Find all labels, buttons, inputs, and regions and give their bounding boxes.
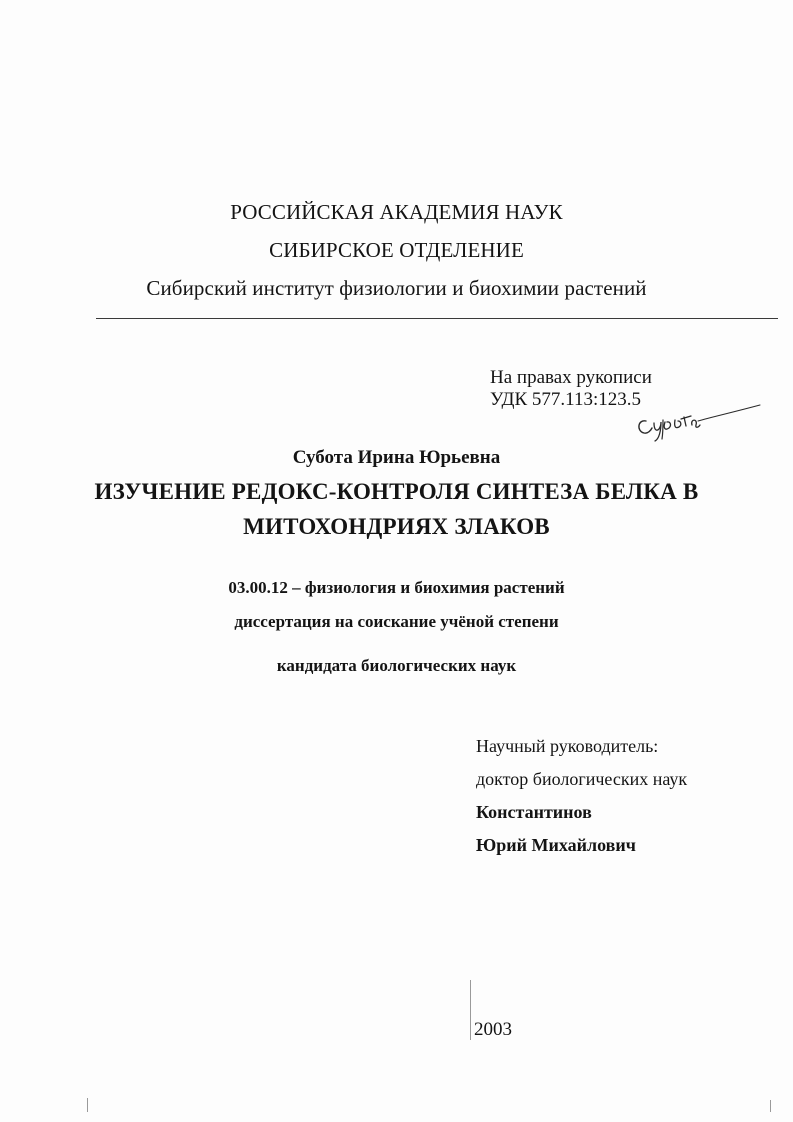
year: 2003 (474, 1019, 512, 1040)
degree-name: кандидата биологических наук (276, 656, 517, 675)
supervisor-label: Научный руководитель: (476, 736, 659, 756)
branch-name: СИБИРСКОЕ ОТДЕЛЕНИЕ (269, 238, 524, 262)
scan-artifact-mark-left (87, 1098, 88, 1112)
author-signature (632, 395, 764, 445)
header-divider (96, 318, 778, 319)
scan-artifact-mark-right (770, 1100, 771, 1112)
title-line-1: ИЗУЧЕНИЕ РЕДОКС-КОНТРОЛЯ СИНТЕЗА БЕЛКА В (94, 479, 699, 504)
institute-name: Сибирский институт физиологии и биохимии растений (146, 276, 647, 300)
supervisor-given-names: Юрий Михайлович (476, 835, 636, 855)
supervisor-rank: доктор биологических наук (476, 769, 688, 789)
scan-artifact-line (470, 980, 471, 1040)
manuscript-rights: На правах рукописи (490, 367, 652, 388)
title-line-2: МИТОХОНДРИЯХ ЗЛАКОВ (243, 514, 550, 539)
supervisor-surname: Константинов (476, 802, 592, 822)
academy-name: РОССИЙСКАЯ АКАДЕМИЯ НАУК (230, 200, 563, 224)
author-name: Субота Ирина Юрьевна (292, 447, 501, 468)
dissertation-statement: диссертация на соискание учёной степени (234, 612, 559, 631)
udc-code: УДК 577.113:123.5 (490, 389, 641, 410)
specialty-code: 03.00.12 – физиология и биохимия растений (228, 578, 565, 597)
